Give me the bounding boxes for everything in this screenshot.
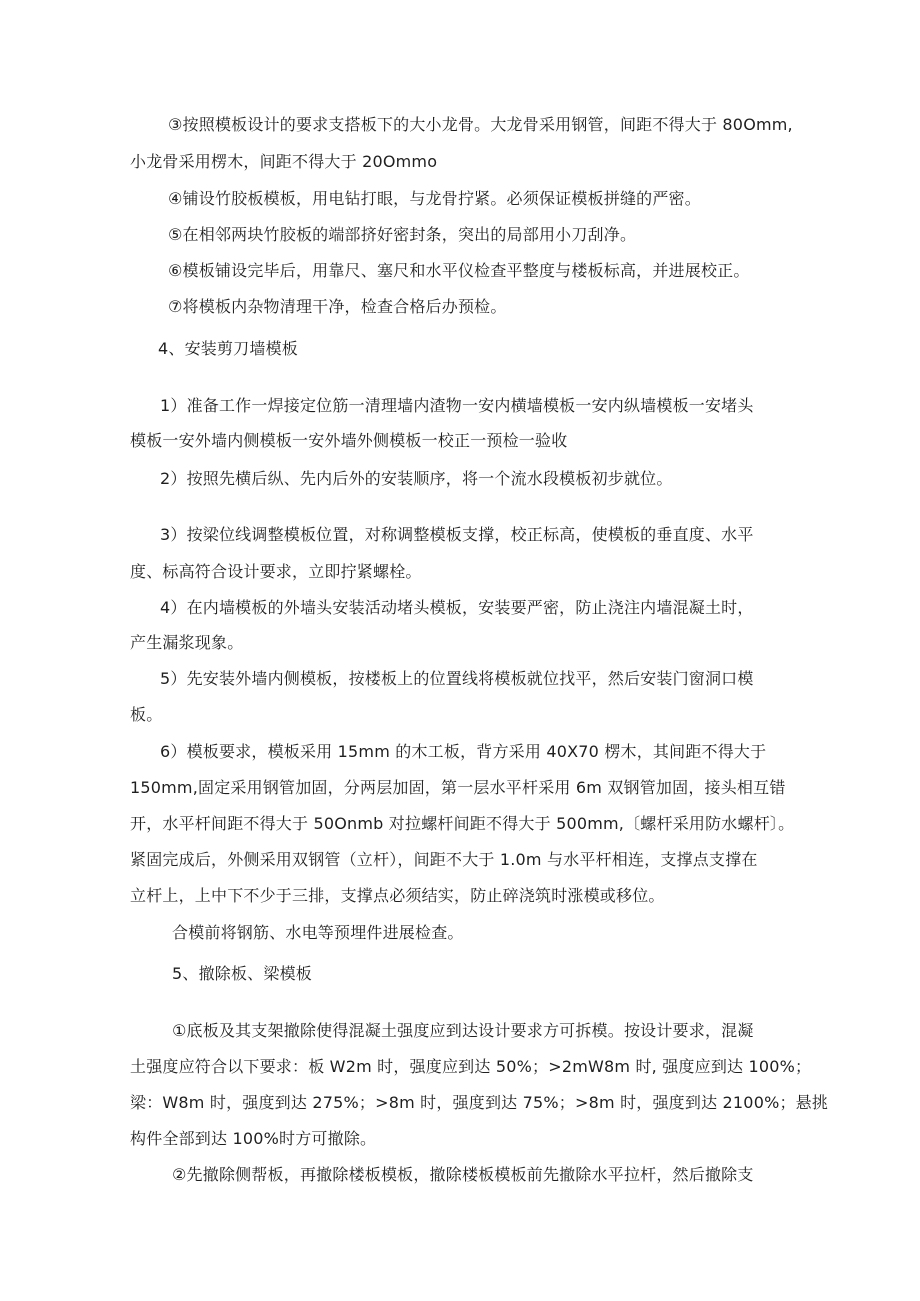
text-line: ③按照模板设计的要求支搭板下的大小龙骨。大龙骨采用钢管，间距不得大于 80Omm, xyxy=(168,115,793,134)
text-line: 板。 xyxy=(130,705,163,724)
text-line: 梁：W8m 时，强度到达 275%；>8m 时，强度到达 75%；>8m 时，强度到达 2100%；悬挑 xyxy=(130,1093,829,1112)
text-line: ⑥模板铺设完毕后，用靠尺、塞尺和水平仪检查平整度与楼板标高，并进展校正。 xyxy=(168,261,750,280)
text-line: 合模前将钢筋、水电等预埋件进展检查。 xyxy=(172,923,464,942)
text-line: ①底板及其支架撤除使得混凝土强度应到达设计要求方可拆模。按设计要求，混凝 xyxy=(172,1021,754,1040)
text-line: 立杆上，上中下不少于三排，支撑点必须结实，防止碎浇筑时涨模或移位。 xyxy=(130,886,665,905)
text-line: 4）在内墙模板的外墙头安装活动堵头模板，安装要严密，防止浇注内墙混凝土时， xyxy=(160,598,754,617)
text-line: 2）按照先横后纵、先内后外的安装顺序，将一个流水段模板初步就位。 xyxy=(160,469,673,488)
text-line: 模板一安外墙内侧模板一安外墙外侧模板一校正一预检一验收 xyxy=(130,431,568,450)
text-line: 150mm,固定采用钢管加固，分两层加固，第一层水平杆采用 6m 双钢管加固，接头相互错 xyxy=(130,778,786,797)
text-line: 紧固完成后，外侧采用双钢管（立杆），间距不大于 1.0m 与水平杆相连，支撑点支撑在 xyxy=(130,850,758,869)
text-line: ④铺设竹胶板模板，用电钻打眼，与龙骨拧紧。必须保证模板拼缝的严密。 xyxy=(168,189,701,208)
text-line: 3）按梁位线调整模板位置，对称调整模板支撑，校正标高，使模板的垂直度、水平 xyxy=(160,525,754,544)
section-heading: 4、安装剪刀墙模板 xyxy=(158,339,298,358)
text-line: 小龙骨采用楞木，间距不得大于 20Ommo xyxy=(130,152,438,171)
text-line: 度、标高符合设计要求，立即拧紧螺栓。 xyxy=(130,562,422,581)
text-line: 开，水平杆间距不得大于 50Onmb 对拉螺杆间距不得大于 500mm,〔螺杆采用防水螺杆〕。 xyxy=(130,814,795,833)
section-heading: 5、撤除板、梁模板 xyxy=(172,964,312,983)
text-line: 6）模板要求，模板采用 15mm 的木工板，背方采用 40X70 楞木，其间距不得大于 xyxy=(160,742,767,761)
text-line: ⑤在相邻两块竹胶板的端部挤好密封条，突出的局部用小刀刮净。 xyxy=(168,225,637,244)
text-line: 土强度应符合以下要求：板 W2m 时，强度应到达 50%；>2mW8m 时, 强度应到达 100%； xyxy=(130,1057,812,1076)
text-line: 构件全部到达 100%时方可撤除。 xyxy=(130,1129,377,1148)
text-line: ⑦将模板内杂物清理干净，检查合格后办预检。 xyxy=(168,297,507,316)
text-line: 产生漏浆现象。 xyxy=(130,633,244,652)
text-line: 1）准备工作一焊接定位筋一清理墙内渣物一安内横墙模板一安内纵墙模板一安堵头 xyxy=(160,396,754,415)
text-line: 5）先安装外墙内侧模板，按楼板上的位置线将模板就位找平，然后安装门窗洞口模 xyxy=(160,669,754,688)
text-line: ②先撤除侧帮板，再撤除楼板模板，撤除楼板模板前先撤除水平拉杆，然后撤除支 xyxy=(172,1165,754,1184)
